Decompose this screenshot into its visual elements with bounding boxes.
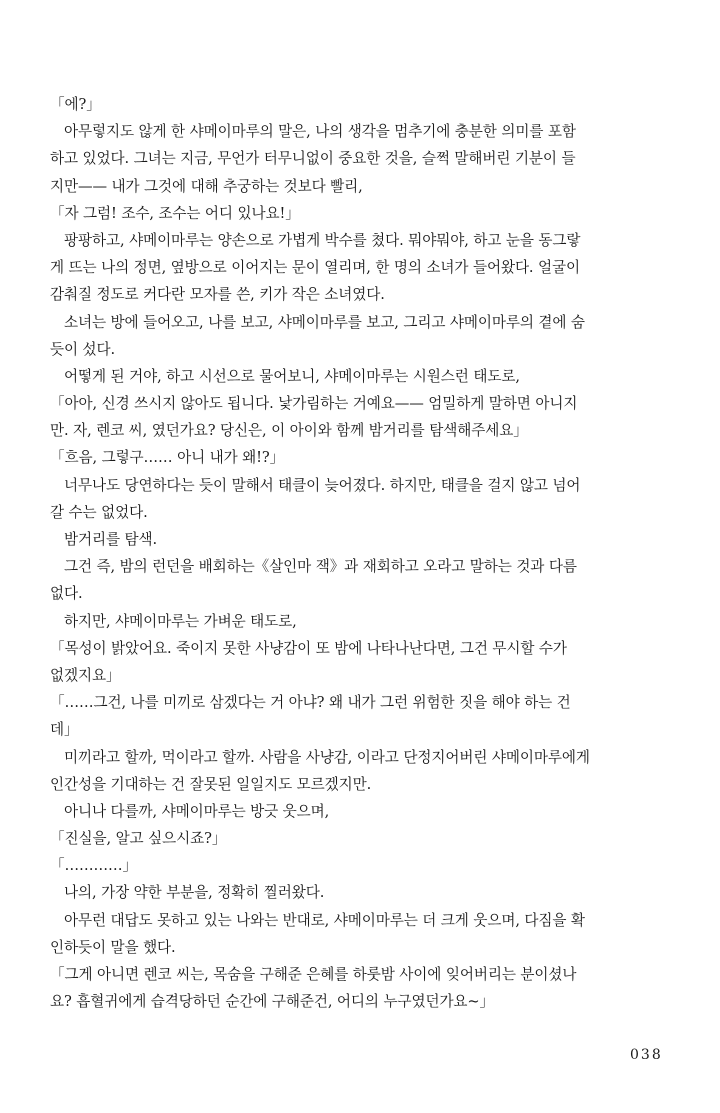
text-line: 데」 <box>50 721 79 739</box>
text-line: 요? 흡혈귀에게 습격당하던 순간에 구해준건, 어디의 누구였던가요~」 <box>50 993 495 1011</box>
text-line: 지만—— 내가 그것에 대해 추궁하는 것보다 빨리, <box>50 177 363 195</box>
text-line: 인하듯이 말을 했다. <box>50 938 176 956</box>
text-line: 감춰질 정도로 커다란 모자를 쓴, 키가 작은 소녀였다. <box>50 286 385 304</box>
text-line: 「……그건, 나를 미끼로 삼겠다는 거 아냐? 왜 내가 그런 위험한 짓을 해야 하는 건 <box>50 694 571 712</box>
text-line: 어떻게 된 거야, 하고 시선으로 물어보니, 샤메이마루는 시원스런 태도로, <box>64 367 520 385</box>
paragraph <box>50 689 680 743</box>
text-line: 아무런 대답도 못하고 있는 나와는 반대로, 샤메이마루는 더 크게 웃으며, 다짐을 확 <box>64 911 585 929</box>
paragraph <box>50 309 680 363</box>
paragraph <box>50 363 680 390</box>
paragraph <box>50 852 680 879</box>
text-line: 아니나 다를까, 샤메이마루는 방긋 웃으며, <box>64 802 330 820</box>
text-line: 「아아, 신경 쓰시지 않아도 됩니다. 낯가림하는 거예요—— 엄밀하게 말하면 아니지 <box>50 395 578 413</box>
paragraph <box>50 961 680 1015</box>
text-line: 「에?」 <box>50 96 101 113</box>
text-line: 「그게 아니면 렌코 씨는, 목숨을 구해준 은혜를 하룻밤 사이에 잊어버리는 분이셨나 <box>50 966 577 983</box>
text-line: 만. 자, 렌코 씨, 였던가요? 당신은, 이 아이와 함께 밤거리를 탐색해주세요」 <box>50 422 528 440</box>
body-text <box>50 91 680 1015</box>
text-line: 듯이 섰다. <box>50 340 116 358</box>
paragraph <box>50 635 680 689</box>
paragraph <box>50 118 680 200</box>
text-line: 그건 즉, 밤의 런던을 배회하는《살인마 잭》과 재회하고 오라고 말하는 것과 다름 <box>64 558 577 576</box>
paragraph <box>50 200 680 227</box>
paragraph <box>50 907 680 961</box>
text-line: 갈 수는 없었다. <box>50 503 148 521</box>
paragraph <box>50 390 680 444</box>
text-line: 없겠지요」 <box>50 666 121 684</box>
paragraph <box>50 879 680 906</box>
text-line: 「…………」 <box>50 857 137 875</box>
paragraph <box>50 825 680 852</box>
paragraph <box>50 798 680 825</box>
text-line: 하고 있었다. 그녀는 지금, 무언가 터무니없이 중요한 것을, 슬쩍 말해버린 기분이 들 <box>50 150 576 168</box>
text-line: 「목성이 밝았어요. 죽이지 못한 사냥감이 또 밤에 나타나난다면, 그건 무시할 수가 <box>50 639 567 657</box>
paragraph <box>50 553 680 607</box>
text-line: 밤거리를 탐색. <box>64 531 158 548</box>
text-line: 너무나도 당연하다는 듯이 말해서 태클이 늦어졌다. 하지만, 태클을 걸지 않고 넘어 <box>64 476 581 494</box>
text-line: 소녀는 방에 들어오고, 나를 보고, 샤메이마루를 보고, 그리고 샤메이마루의 곁에 숨 <box>64 313 585 331</box>
text-line: 인간성을 기대하는 건 잘못된 일일지도 모르겠지만. <box>50 775 372 793</box>
paragraph <box>50 227 680 309</box>
text-line: 미끼라고 할까, 먹이라고 할까. 사람을 사냥감, 이라고 단정지어버린 샤메이마루에게 <box>64 748 590 766</box>
text-line: 아무렇지도 않게 한 샤메이마루의 말은, 나의 생각을 멈추기에 충분한 의미를 포함 <box>64 123 576 141</box>
paragraph <box>50 526 680 553</box>
page-number: 038 <box>630 1047 663 1063</box>
text-line: 팡팡하고, 샤메이마루는 양손으로 가볍게 박수를 쳤다. 뭐야뭐야, 하고 눈을 동그랗 <box>64 231 581 249</box>
text-line: 나의, 가장 약한 부분을, 정확히 찔러왔다. <box>64 884 325 902</box>
paragraph <box>50 472 680 526</box>
paragraph <box>50 744 680 798</box>
text-line: 「진실을, 알고 싶으시죠?」 <box>50 830 227 848</box>
text-line: 하지만, 샤메이마루는 가벼운 태도로, <box>64 612 297 630</box>
paragraph <box>50 91 680 118</box>
text-line: 「흐음, 그렇구…… 아니 내가 왜!?」 <box>50 449 285 467</box>
text-line: 없다. <box>50 585 83 603</box>
text-line: 「자 그럼! 조수, 조수는 어디 있나요!」 <box>50 204 300 222</box>
text-line: 게 뜨는 나의 정면, 옆방으로 이어지는 문이 열리며, 한 명의 소녀가 들어왔다. 얼굴이 <box>50 259 581 277</box>
paragraph <box>50 608 680 635</box>
paragraph <box>50 444 680 471</box>
